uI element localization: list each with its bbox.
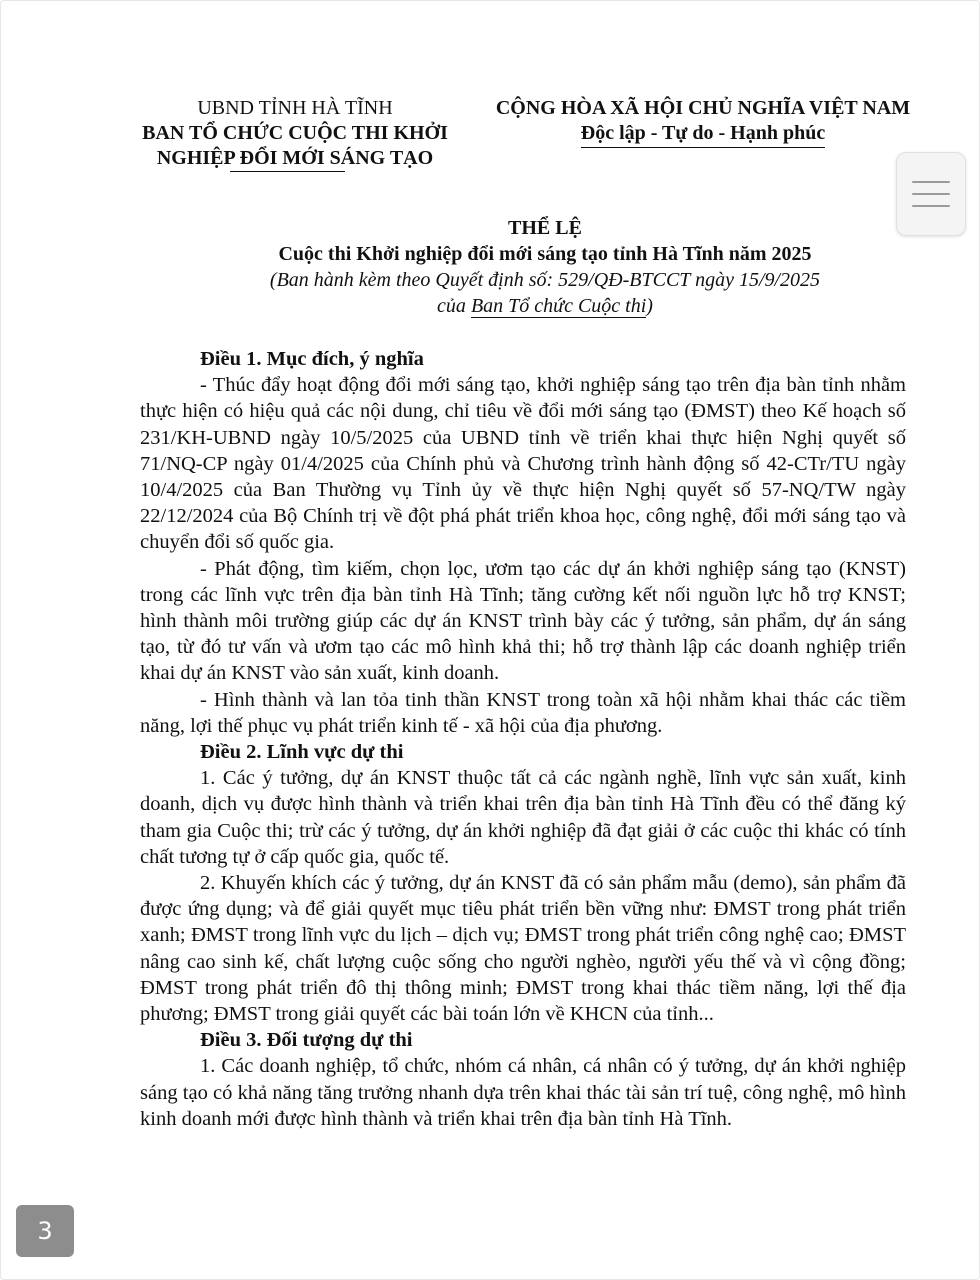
viewer-menu-button[interactable] — [896, 152, 966, 236]
document-title: THỂ LỆ — [508, 217, 582, 239]
article-1-paragraph-3: - Hình thành và lan tỏa tinh thần KNST trong toàn xã hội nhằm khai thác các tiềm năng, lợi thế phục vụ phát triển kinh tế - xã hội của địa phương. — [140, 688, 906, 737]
article-2-heading: Điều 2. Lĩnh vực dự thi — [200, 741, 404, 764]
article-1-paragraph-2: - Phát động, tìm kiếm, chọn lọc, ươm tạo các dự án khởi nghiệp sáng tạo (KNST) trong các lĩnh vực trên địa bàn tỉnh Hà Tĩnh; tăng cường kết nối nguồn lực hỗ trợ KNST; hình thành môi trường giúp các dự án KNST trình bày các ý tưởng, sản phẩm, dự án sáng tạo, từ đó tư vấn và ươm tạo các mô hình khả thi; hỗ trợ thành lập các doanh nghiệp triển khai dự án KNST vào sản xuất, kinh doanh. — [140, 557, 906, 685]
national-motto: Độc lập - Tự do - Hạnh phúc — [581, 121, 825, 148]
hamburger-menu-icon-bar-3 — [912, 205, 950, 207]
issuance-organizer: Ban Tổ chức Cuộc thi — [470, 295, 647, 317]
page-number-badge: 3 — [16, 1205, 74, 1257]
issuing-agency-block — [110, 96, 480, 171]
national-header-block — [478, 96, 928, 148]
article-1-paragraph-1: - Thúc đẩy hoạt động đổi mới sáng tạo, khởi nghiệp sáng tạo trên địa bàn tỉnh nhằm thực hiện có hiệu quả các nội dung, chỉ tiêu về đổi mới sáng tạo (ĐMST) theo Kế hoạch số 231/KH-UBND ngày 10/5/2025 của UBND tỉnh về triển khai thực hiện Nghị quyết số 71/NQ-CP ngày 01/4/2025 của Chính phủ và Chương trình hành động số 42-CTr/TU ngày 10/4/2025 của Ban Thường vụ Tỉnh ủy về thực hiện Nghị quyết số 57-NQ/TW ngày 22/12/2024 của Bộ Chính trị về đột phá phát triển khoa học, công nghệ, đổi mới sáng tạo và chuyển đổi số quốc gia. — [140, 374, 906, 554]
article-2-paragraph-2: 2. Khuyến khích các ý tưởng, dự án KNST đã có sản phẩm mẫu (demo), sản phẩm đã được ứng dụng; và để giải quyết mục tiêu phát triển bền vững như: ĐMST trong phát triển xanh; ĐMST trong lĩnh vực du lịch – dịch vụ; ĐMST trong phát triển công nghệ cao; ĐMST nâng cao sinh kế, chất lượng cuộc sống cho người nghèo, người yếu thế và vì cộng đồng; ĐMST trong phát triển đô thị thông minh; ĐMST trong khai thác tiềm năng, lợi thế địa phương; ĐMST trong giải quyết các bài toán lớn về KHCN của tỉnh... — [140, 872, 906, 1026]
document-body — [140, 346, 906, 1132]
organizer-underline — [230, 171, 345, 172]
article-2-paragraph-1: 1. Các ý tưởng, dự án KNST thuộc tất cả các ngành nghề, lĩnh vực sản xuất, kinh doanh, dịch vụ được hình thành và triển khai trên địa bàn tỉnh Hà Tĩnh đều có thể đăng ký tham gia Cuộc thi; trừ các ý tưởng, dự án khởi nghiệp đã đạt giải ở các cuộc thi khác có tính chất tương tự ở cấp quốc gia, quốc tế. — [140, 767, 906, 868]
country-name: CỘNG HÒA XÃ HỘI CHỦ NGHĨA VIỆT NAM — [495, 97, 911, 119]
issuance-note-line-1: (Ban hành kèm theo Quyết định số: 529/QĐ-BTCCT ngày 15/9/2025 — [269, 269, 821, 291]
agency-name: UBND TỈNH HÀ TĨNH — [197, 97, 393, 119]
organizer-line-2: NGHIỆP ĐỔI MỚI SÁNG TẠO — [156, 147, 434, 169]
article-3-paragraph-1: 1. Các doanh nghiệp, tổ chức, nhóm cá nhân, cá nhân có ý tưởng, dự án khởi nghiệp sáng tạo có khả năng tăng trưởng nhanh dựa trên khai thác tài sản trí tuệ, công nghệ, mô hình kinh doanh mới được hình thành và triển khai trên địa bàn tỉnh Hà Tĩnh. — [140, 1055, 906, 1130]
issuance-suffix: ) — [646, 295, 653, 317]
article-1-heading: Điều 1. Mục đích, ý nghĩa — [200, 348, 424, 370]
hamburger-menu-icon-bar-2 — [912, 193, 950, 195]
hamburger-menu-icon — [912, 181, 950, 183]
issuance-prefix: của — [437, 295, 471, 317]
issuance-note-line-2 — [160, 293, 930, 319]
organizer-line-1: BAN TỔ CHỨC CUỘC THI KHỞI — [142, 122, 448, 144]
document-subtitle: Cuộc thi Khởi nghiệp đổi mới sáng tạo tỉnh Hà Tĩnh năm 2025 — [278, 243, 812, 265]
article-3-heading: Điều 3. Đối tượng dự thi — [200, 1029, 413, 1052]
document-title-block — [160, 215, 930, 319]
